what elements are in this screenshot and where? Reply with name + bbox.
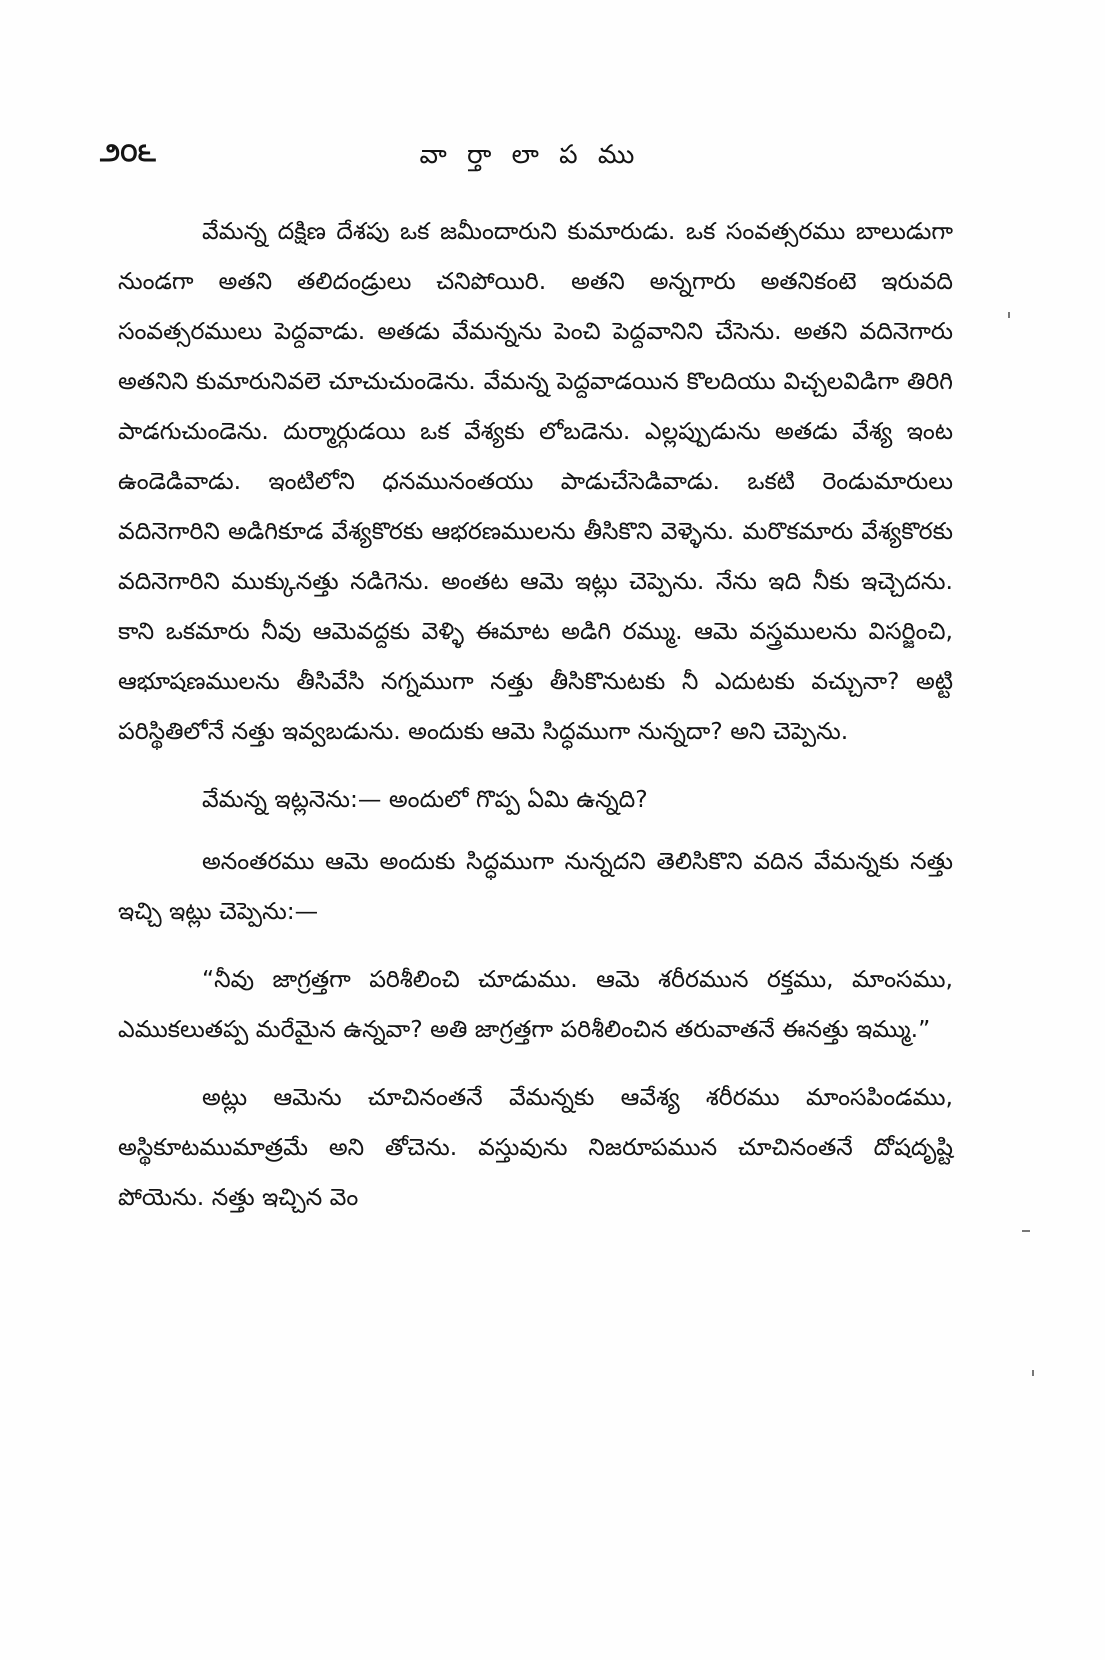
scan-speck — [1022, 1230, 1030, 1232]
paragraph-story-intro: వేమన్న దక్షిణ దేశపు ఒక జమీందారుని కుమారుడు. ఒక సంవత్సరము బాలుడుగా నుండగా అతని తలిదండ్రులు చనిపోయిరి. అతని అన్నగారు అతనికంటె ఇరువది సంవత్సరములు పెద్దవాడు. అతడు వేమన్నను పెంచి పెద్దవానిని చేసెను. అతని వదినెగారు అతనిని కుమారునివలె చూచుచుండెను. వేమన్న పెద్దవాడయిన కొలదియు విచ్చలవిడిగా తిరిగి పాడగుచుండెను. దుర్మార్గుడయి ఒక వేశ్యకు లోబడెను. ఎల్లప్పుడును అతడు వేశ్య ఇంట ఉండెడివాడు. ఇంటిలోని ధనమునంతయు పాడుచేసెడివాడు. ఒకటి రెండుమారులు వదినెగారిని అడిగికూడ వేశ్యకొరకు ఆభరణములను తీసికొని వెళ్ళెను. మరొకమారు వేశ్యకొరకు వదినెగారిని ముక్కునత్తు నడిగెను. అంతట ఆమె ఇట్లు చెప్పెను. నేను ఇది నీకు ఇచ్చెదను. కాని ఒకమారు నీవు ఆమెవద్దకు వెళ్ళి ఈమాట అడిగి రమ్ము. ఆమె వస్త్రములను విసర్జించి, ఆభూషణములను తీసివేసి నగ్నముగా నత్తు తీసికొనుటకు నీ ఎదుటకు వచ్చునా? అట్టి పరిస్థితిలోనే నత్తు ఇవ్వబడును. అందుకు ఆమె సిద్ధముగా నున్నదా? అని చెప్పెను. — [118, 217, 953, 745]
paragraph-vemanna-reply: వేమన్న ఇట్లనెను:— అందులో గొప్ప ఏమి ఉన్నది? — [202, 785, 648, 813]
page-header — [100, 138, 960, 178]
running-title: వా ర్తా లా ప ము — [419, 140, 641, 170]
page-body — [118, 206, 953, 1222]
page-number: ౨౦౬ — [100, 138, 156, 168]
paragraph-quotation: “నీవు జాగ్రత్తగా పరిశీలించి చూడుము. ఆమె శరీరమున రక్తము, మాంసము, ఎముకలుతప్ప మరేమైన ఉన్నవా? అతి జాగ్రత్తగా పరిశీలించిన తరువాతనే ఈనత్తు ఇమ్ము.” — [118, 965, 953, 1043]
paragraph-realization: అట్లు ఆమెను చూచినంతనే వేమన్నకు ఆవేశ్య శరీరము మాంసపిండము, అస్థికూటముమాత్రమే అని తోచెను. వస్తువును నిజరూపమున చూచినంతనే దోషదృష్టి పోయెను. నత్తు ఇచ్చిన వెం — [118, 1083, 953, 1211]
paragraph-sister-in-law: అనంతరము ఆమె అందుకు సిద్ధముగా నున్నదని తెలిసికొని వదిన వేమన్నకు నత్తు ఇచ్చి ఇట్లు చెప్పెను:— — [118, 847, 953, 925]
scan-speck — [1008, 312, 1010, 318]
scan-speck — [1032, 1370, 1034, 1376]
